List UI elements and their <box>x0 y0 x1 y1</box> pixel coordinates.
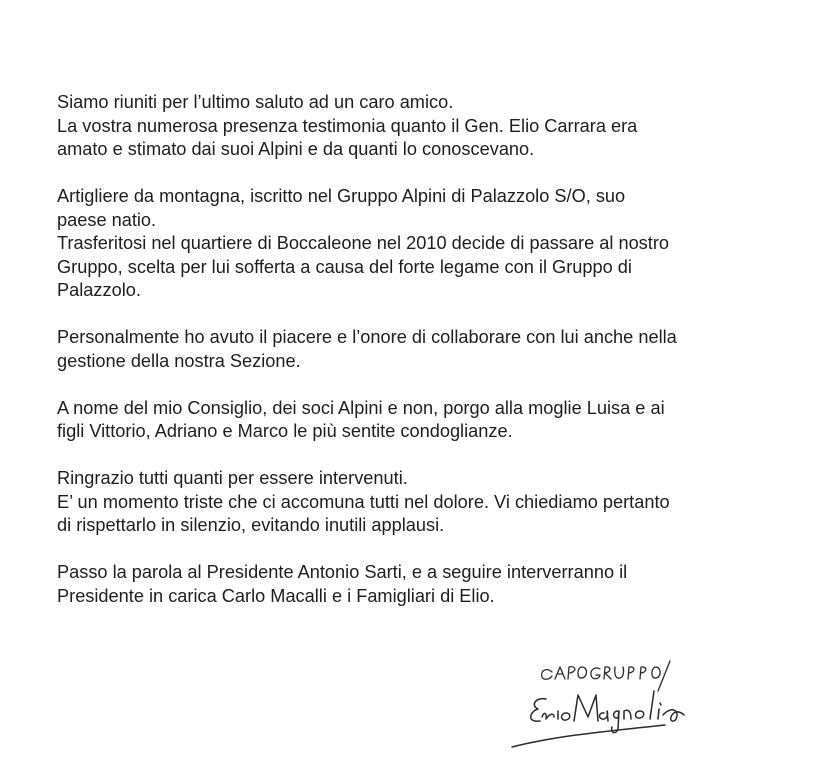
paragraph-collaboration <box>57 326 817 373</box>
signature-title-strokes <box>542 661 670 691</box>
text-line: paese natio. <box>57 209 157 230</box>
text-line: A nome del mio Consiglio, dei soci Alpini e non, porgo alla moglie Luisa e ai <box>57 397 665 418</box>
paragraph-greeting <box>57 91 817 162</box>
paragraph-thanks <box>57 467 817 538</box>
signature-name-strokes <box>512 691 684 747</box>
text-line: Gruppo, scelta per lui sofferta a causa del forte legame con il Gruppo di <box>57 256 632 277</box>
signature-drawing <box>500 655 710 755</box>
paragraph-condolences <box>57 397 817 444</box>
text-line: La vostra numerosa presenza testimonia quanto il Gen. Elio Carrara era <box>57 115 638 136</box>
text-line: Ringrazio tutti quanti per essere intervenuti. <box>57 468 408 488</box>
text-line: figli Vittorio, Adriano e Marco le più sentite condoglianze. <box>57 421 513 441</box>
text-line: Trasferitosi nel quartiere di Boccaleone nel 2010 decide di passare al nostro <box>57 233 669 253</box>
text-line: gestione della nostra Sezione. <box>57 350 301 371</box>
text-line: Palazzolo. <box>57 280 141 300</box>
text-line: Presidente in carica Carlo Macalli e i Famigliari di Elio. <box>57 585 495 606</box>
text-line: Passo la parola al Presidente Antonio Sarti, e a seguire interverranno il <box>57 562 628 582</box>
paragraph-biography <box>57 185 817 303</box>
paragraph-closing <box>57 561 817 608</box>
text-line: Personalmente ho avuto il piacere e l’onore di collaborare con lui anche nella <box>57 327 677 347</box>
handwritten-signature <box>500 655 710 755</box>
text-line: Siamo riuniti per l’ultimo saluto ad un caro amico. <box>57 92 454 112</box>
signature-title-text: CAPOGRUPPO <box>500 655 508 656</box>
text-line: amato e stimato dai suoi Alpini e da quanti lo conoscevano. <box>57 139 535 159</box>
text-line: E’ un momento triste che ci accomuna tutti nel dolore. Vi chiediamo pertanto <box>57 491 670 512</box>
text-line: di rispettarlo in silenzio, evitando inutili applausi. <box>57 515 445 535</box>
letter-body <box>57 91 817 632</box>
text-line: Artigliere da montagna, iscritto nel Gruppo Alpini di Palazzolo S/O, suo <box>57 186 626 206</box>
